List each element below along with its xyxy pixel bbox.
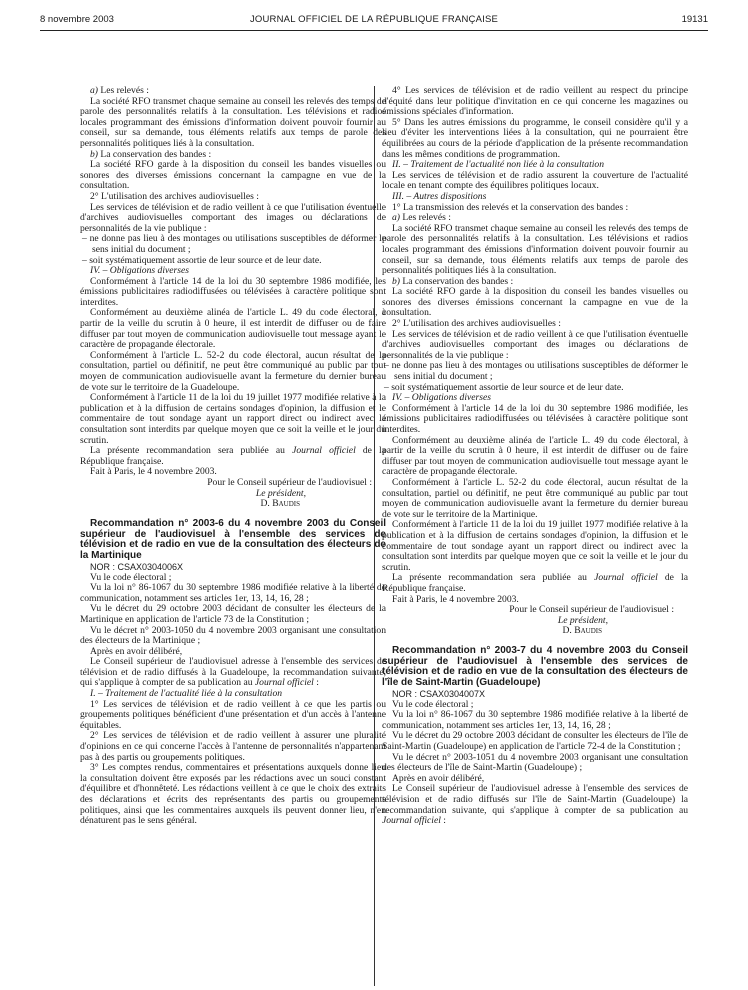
paragraph: 2° L'utilisation des archives audiovisuelles : bbox=[90, 190, 259, 202]
paragraph: La société RFO transmet chaque semaine au conseil les relevés des temps de parole des personnalités relatifs à la consultation. Les télévisions et radios locales programmant des émissions d'information doivent pouvoir fournir au conseil, sur sa demande, tous éléments relatifs aux temps de parole des personnalités politiques liés à la consultation. bbox=[382, 222, 688, 277]
bullet-item: – soit systématiquement assortie de leur source et de leur date. bbox=[82, 254, 322, 266]
paragraph: Conformément au deuxième alinéa de l'article L. 49 du code électoral, à partir de la veille du scrutin à 0 heure, il est interdit de diffuser ou de faire diffuser par tout moyen de communication audiovisuelle tout message ayant le caractère de propagande électorale. bbox=[80, 307, 386, 351]
signature-title: Le président, bbox=[255, 487, 306, 499]
paragraph: Conformément à l'article 14 de la loi du 30 septembre 1986 modifiée, les émissions publicitaires radiodiffusées ou télévisées à caractère politique sont interdites. bbox=[80, 275, 386, 308]
paragraph: 1° Les services de télévision et de radio veillent à ce que les partis ou groupements politiques bénéficient d'une présentation et d'un accès à l'antenne équitables. bbox=[80, 698, 386, 731]
paragraph: Conformément à l'article L. 52-2 du code électoral, aucun résultat de la consultation, partiel ou définitif, ne peut être communiqué au public par tout moyen de communication audiovisuelle avant la fermeture du dernier bureau de vote sur le territoire de la Martinique. bbox=[382, 476, 688, 520]
recommendation-title: Recommandation n° 2003-6 du 4 novembre 2003 du Conseil supérieur de l'audiovisuel à l'ensemble des services de télévision et de radio en vue de la consultation des électeurs de la Martinique bbox=[80, 517, 386, 562]
nor-reference: NOR : CSAX0304006X bbox=[90, 561, 184, 572]
signature-title: Le président, bbox=[557, 614, 608, 626]
bullet-item: – ne donne pas lieu à des montages ou utilisations susceptibles de déformer le sens initial du document ; bbox=[82, 233, 386, 255]
paragraph: 1° La transmission des relevés et la conservation des bandes : bbox=[392, 201, 629, 213]
paragraph: Fait à Paris, le 4 novembre 2003. bbox=[90, 466, 217, 478]
paragraph: Vu le décret n° 2003-1051 du 4 novembre 2003 organisant une consultation des électeurs de l'île de Saint-Martin (Guadeloupe) ; bbox=[382, 751, 688, 774]
section-heading: III. – Autres dispositions bbox=[392, 190, 487, 202]
paragraph: Vu le décret du 29 octobre 2003 décidant de consulter les électeurs de la Martinique en application de l'article 73 de la Constitution ; bbox=[80, 603, 386, 625]
bullet-item: – soit systématiquement assortie de leur source et de leur date. bbox=[384, 381, 624, 393]
signature-name: D. Baudis bbox=[562, 625, 602, 637]
paragraph: Vu le décret du 29 octobre 2003 décidant de consulter les électeurs de l'île de Saint-Martin (Guadeloupe) en application de l'article 72-4 de la Constitution ; bbox=[382, 730, 688, 753]
header-date: 8 novembre 2003 bbox=[40, 14, 114, 25]
paragraph: La présente recommandation sera publiée au Journal officiel de la République française. bbox=[80, 445, 386, 467]
paragraph: La présente recommandation sera publiée au Journal officiel de la République française. bbox=[382, 572, 688, 594]
signature-name: D. Baudis bbox=[260, 498, 300, 510]
paragraph: Après en avoir délibéré, bbox=[90, 645, 183, 657]
bullet-item: – ne donne pas lieu à des montages ou utilisations susceptibles de déformer le sens initial du document ; bbox=[384, 360, 688, 383]
paragraph: a) Les relevés : bbox=[90, 85, 149, 96]
paragraph: La société RFO garde à la disposition du conseil les bandes visuelles ou sonores des diverses émissions concernant la campagne en vue de la consultation. bbox=[382, 286, 688, 319]
paragraph: Conformément à l'article 11 de la loi du 19 juillet 1977 modifiée relative à la publication et à la diffusion de certains sondages d'opinion, la diffusion et le commentaire de tout sondage ayant un rapport direct ou indirect avec la consultation sont interdits par quelque moyen que ce soit la veille et le jour du scrutin. bbox=[80, 392, 386, 446]
left-column bbox=[80, 86, 386, 827]
paragraph: Les services de télévision et de radio veillent à ce que l'utilisation éventuelle d'archives audiovisuelles comportant des images ou déclarations de personnalités de la vie publique : bbox=[80, 201, 386, 234]
paragraph: b) La conservation des bandes : bbox=[90, 148, 212, 160]
paragraph: 4° Les services de télévision et de radio veillent au respect du principe d'équité dans leur politique d'invitation en ce qui concerne les magazines ou émissions spéciales d'information. bbox=[382, 85, 688, 118]
paragraph: Vu la loi n° 86-1067 du 30 septembre 1986 modifiée relative à la liberté de communication, notamment ses articles 1er, 13, 14, 16, 28 ; bbox=[80, 582, 386, 604]
paragraph: Le Conseil supérieur de l'audiovisuel adresse à l'ensemble des services de télévision et de radio diffusés sur l'île de Saint-Martin (Guadeloupe) la recommandation suivante, qui s'applique à compter de sa publication au Journal officiel : bbox=[382, 783, 688, 827]
page-number: 19131 bbox=[681, 14, 708, 25]
paragraph: Conformément au deuxième alinéa de l'article L. 49 du code électoral, à partir de la veille du scrutin à 0 heure, il est interdit de diffuser ou de faire diffuser par tout moyen de communication audiovisuelle tout message ayant le caractère de propagande électorale. bbox=[382, 434, 688, 478]
paragraph: Conformément à l'article 14 de la loi du 30 septembre 1986 modifiée, les émissions publicitaires radiodiffusées ou télévisées à caractère politique sont interdites. bbox=[382, 402, 688, 435]
right-column bbox=[382, 86, 688, 827]
paragraph: Les services de télévision et de radio assurent la couverture de l'actualité locale en tenant compte des équilibres politiques locaux. bbox=[382, 169, 688, 192]
paragraph: 2° L'utilisation des archives audiovisuelles : bbox=[392, 318, 561, 330]
signature-line: Pour le Conseil supérieur de l'audiovisuel : bbox=[509, 604, 674, 616]
paragraph: Le Conseil supérieur de l'audiovisuel adresse à l'ensemble des services de télévision et de radio diffusés à la Guadeloupe, la recommandation suivante, qui s'applique à compter de sa publication au Journal officiel : bbox=[80, 656, 386, 689]
paragraph: Conformément à l'article L. 52-2 du code électoral, aucun résultat de la consultation, partiel ou définitif, ne peut être communiqué au public par tout moyen de communication audiovisuelle avant la fermeture du dernier bureau de vote sur le territoire de la Guadeloupe. bbox=[80, 349, 386, 393]
nor-reference: NOR : CSAX0304007X bbox=[392, 689, 486, 700]
section-heading: II. – Traitement de l'actualité non liée à la consultation bbox=[392, 159, 605, 171]
paragraph: Vu le code électoral ; bbox=[392, 698, 474, 710]
paragraph: 3° Les comptes rendus, commentaires et présentations auxquels donne lieu la consultation doivent être exposés par les rédactions avec un souci constant d'équilibre et d'honnêteté. Les rédactions veillent à ce que le choix des extraits des déclarations et écrits des représentants des partis ou groupements politiques, ainsi que les commentaires auxquels ils peuvent donner lieu, n'en dénaturent pas le sens général. bbox=[80, 762, 386, 827]
paragraph: b) La conservation des bandes : bbox=[392, 275, 514, 287]
paragraph: Vu le code électoral ; bbox=[90, 571, 172, 583]
recommendation-title: Recommandation n° 2003-7 du 4 novembre 2003 du Conseil supérieur de l'audiovisuel à l'ensemble des services de télévision et de radio en vue de la consultation des électeurs de l'île de Saint-Martin (Guadeloupe) bbox=[382, 644, 688, 689]
signature-line: Pour le Conseil supérieur de l'audiovisuel : bbox=[207, 476, 372, 488]
paragraph: Après en avoir délibéré, bbox=[392, 772, 485, 784]
paragraph: Les services de télévision et de radio veillent à ce que l'utilisation éventuelle d'archives audiovisuelles comportant des images ou déclarations de personnalités de la vie publique : bbox=[382, 328, 688, 361]
paragraph: Fait à Paris, le 4 novembre 2003. bbox=[392, 593, 519, 605]
section-heading: IV. – Obligations diverses bbox=[392, 392, 491, 404]
paragraph: a) Les relevés : bbox=[392, 212, 451, 224]
paragraph: 5° Dans les autres émissions du programme, le conseil considère qu'il y a lieu d'éviter les interventions liées à la consultation, qui ne pourraient être équilibrées au cours de la période d'application de la présente recommandation dans les mêmes conditions de programmation. bbox=[382, 116, 688, 160]
paragraph: La société RFO garde à la disposition du conseil les bandes visuelles ou sonores des diverses émissions concernant la campagne en vue de la consultation. bbox=[80, 159, 386, 192]
page-header bbox=[40, 14, 708, 30]
paragraph: Vu la loi n° 86-1067 du 30 septembre 1986 modifiée relative à la liberté de communication, notamment ses articles 1er, 13, 14, 16, 28 ; bbox=[382, 709, 688, 731]
paragraph: Conformément à l'article 11 de la loi du 19 juillet 1977 modifiée relative à la publication et à la diffusion de certains sondages d'opinion, la diffusion et le commentaire de tout sondage ayant un rapport direct ou indirect avec la consultation sont interdits par quelque moyen que ce soit la veille et le jour du scrutin. bbox=[382, 519, 688, 573]
journal-title: JOURNAL OFFICIEL DE LA RÉPUBLIQUE FRANÇAISE bbox=[249, 14, 499, 25]
section-heading: IV. – Obligations diverses bbox=[90, 265, 189, 277]
paragraph: La société RFO transmet chaque semaine au conseil les relevés des temps de parole des personnalités relatifs à la consultation. Les télévisions et radios locales programmant des émissions d'information doivent pouvoir fournir au conseil, sur sa demande, tous éléments relatifs aux temps de parole des personnalités politiques liés à la consultation. bbox=[80, 95, 386, 149]
paragraph: Vu le décret n° 2003-1050 du 4 novembre 2003 organisant une consultation des électeurs de la Martinique ; bbox=[80, 624, 386, 647]
paragraph: 2° Les services de télévision et de radio veillent à assurer une pluralité d'opinions en ce qui concerne l'accès à l'antenne de personnalités n'appartenant pas à des partis ou groupements politiques. bbox=[80, 730, 386, 763]
header-rule bbox=[40, 30, 708, 31]
section-heading: I. – Traitement de l'actualité liée à la consultation bbox=[90, 688, 283, 700]
